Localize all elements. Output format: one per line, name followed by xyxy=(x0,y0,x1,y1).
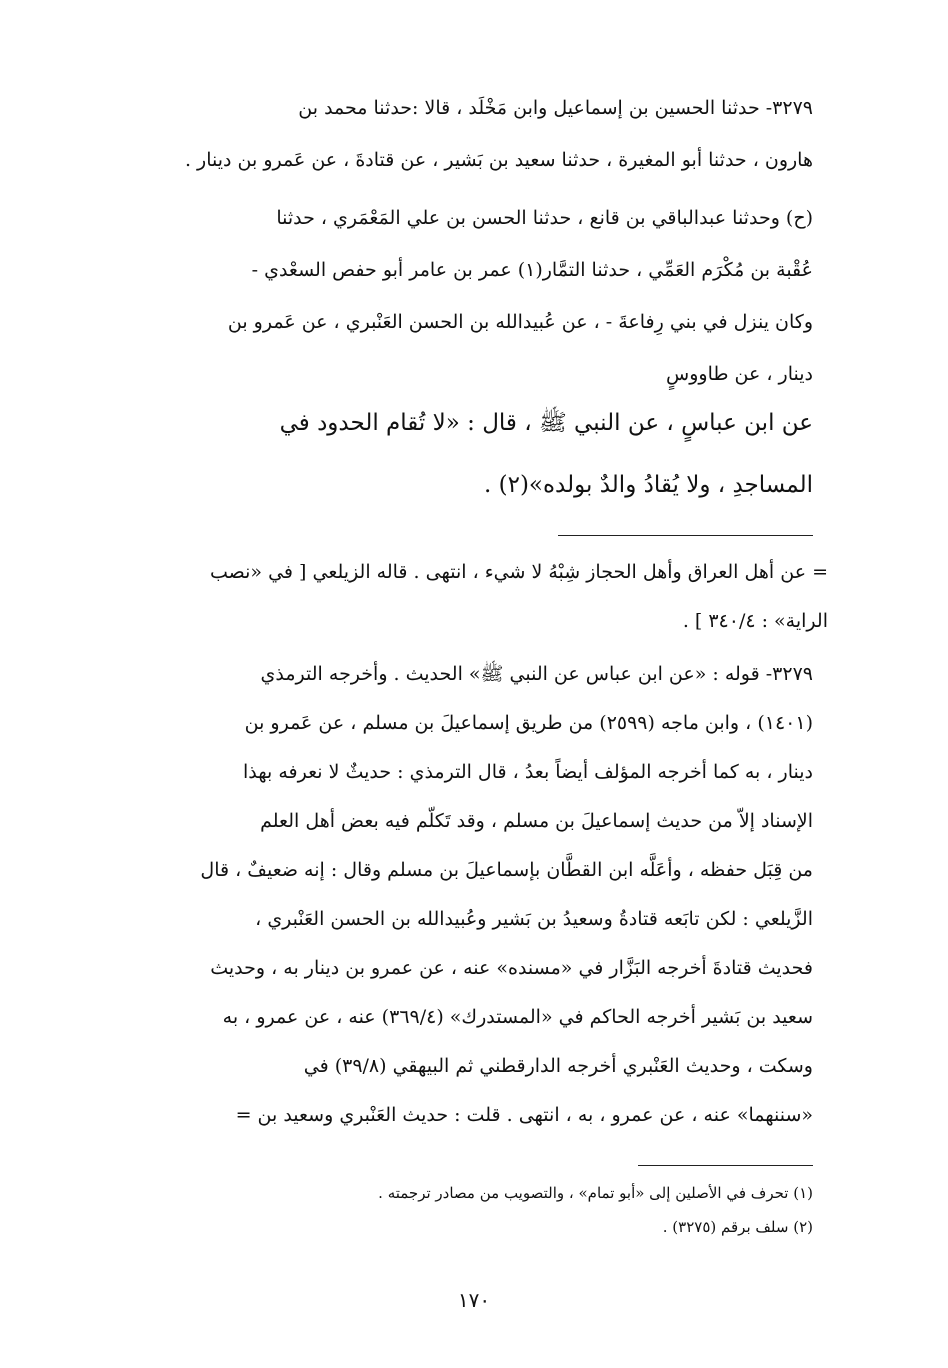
footnote-2: (٢) سلف برقم (٣٢٧٥) . xyxy=(662,1218,813,1236)
isnad-line: هارون ، حدثنا أبو المغيرة ، حدثنا سعيد بن بَشير ، عن قتادةَ ، عن عَمرو بن دينار . xyxy=(184,149,813,171)
isnad-line: (ح) وحدثنا عبدالباقي بن قانع ، حدثنا الحسن بن علي المَعْمَري ، حدثنا xyxy=(276,207,813,229)
commentary-line: من قِبَل حفظه ، وأعَلَّه ابن القطَّان بإسماعيلَ بن مسلم وقال : إنه ضعيفٌ ، قال xyxy=(200,859,813,881)
commentary-line: «سننهما» عنه ، عن عمرو ، به ، انتهى . قلت : حديث العَنْبري وسعيد بن = xyxy=(235,1104,813,1126)
hadith-line: المساجدِ ، ولا يُقادُ والدٌ بولده»(٢) . xyxy=(483,472,813,498)
commentary-line: وسكت ، وحديث العَنْبري أخرجه الدارقطني ثم البيهقي (٣٩/٨) في xyxy=(303,1055,813,1077)
footnote-separator xyxy=(638,1165,813,1166)
commentary-line: = عن أهل العراق وأهل الحجاز شِبْهُ لا شيء ، انتهى . قاله الزيلعي [ في «نصب xyxy=(210,561,828,583)
isnad-line: عُقْبة بن مُكْرَم العَمِّي ، حدثنا التمَّار(١) عمر بن عامر أبو حفص السعْدي - xyxy=(251,259,813,281)
commentary-line: فحديث قتادةَ أخرجه البَزَّار في «مسنده» عنه ، عن عمرو بن دينار به ، وحديث xyxy=(210,957,813,979)
commentary-line: الزَّيلعي : لكن تابَعه قتادةُ وسعيدُ بن بَشير وعُبيدالله بن الحسن العَنْبري ، xyxy=(255,908,813,930)
commentary-line: سعيد بن بَشير أخرجه الحاكم في «المستدرك» (٣٦٩/٤) عنه ، عن عمرو ، به xyxy=(222,1006,813,1028)
commentary-continuation xyxy=(113,548,828,646)
isnad-line: دينار ، عن طاووسٍ xyxy=(666,363,813,385)
isnad-line: وكان ينزل في بني رِفاعةَ - ، عن عُبيدالله بن الحسن العَنْبري ، عن عَمرو بن xyxy=(227,311,813,333)
commentary-line: الراية» : ٣٤٠/٤ ] . xyxy=(682,610,828,632)
hadith-matn xyxy=(113,392,813,516)
commentary-line: ٣٢٧٩- قوله : «عن ابن عباس عن النبي ﷺ» الحديث . وأخرجه الترمذي xyxy=(260,663,813,685)
footnotes xyxy=(113,1176,813,1244)
commentary-line: (١٤٠١) ، وابن ماجه (٢٥٩٩) من طريق إسماعيلَ بن مسلم ، عن عَمرو بن xyxy=(244,712,813,734)
hadith-line: عن ابن عباسٍ ، عن النبي ﷺ ، قال : «لا تُقام الحدود في xyxy=(279,410,813,436)
commentary-paragraph xyxy=(113,650,813,1140)
commentary-line: الإسناد إلاّ من حديث إسماعيلَ بن مسلم ، وقد تَكلّم فيه بعض أهل العلم xyxy=(260,810,813,832)
commentary-separator xyxy=(558,535,813,536)
page-number: ١٧٠ xyxy=(457,1288,491,1312)
commentary-line: دينار ، به كما أخرجه المؤلف أيضاً بعدُ ، قال الترمذي : حديثٌ لا نعرفه بهذا xyxy=(242,761,813,783)
footnote-1: (١) تحرف في الأصلين إلى «أبو تمام» ، والتصويب من مصادر ترجمته . xyxy=(378,1184,813,1202)
isnad-paragraph xyxy=(113,82,813,400)
isnad-line: ٣٢٧٩- حدثنا الحسين بن إسماعيل وابن مَخْلَد ، قالا :حدثنا محمد بن xyxy=(298,97,813,119)
